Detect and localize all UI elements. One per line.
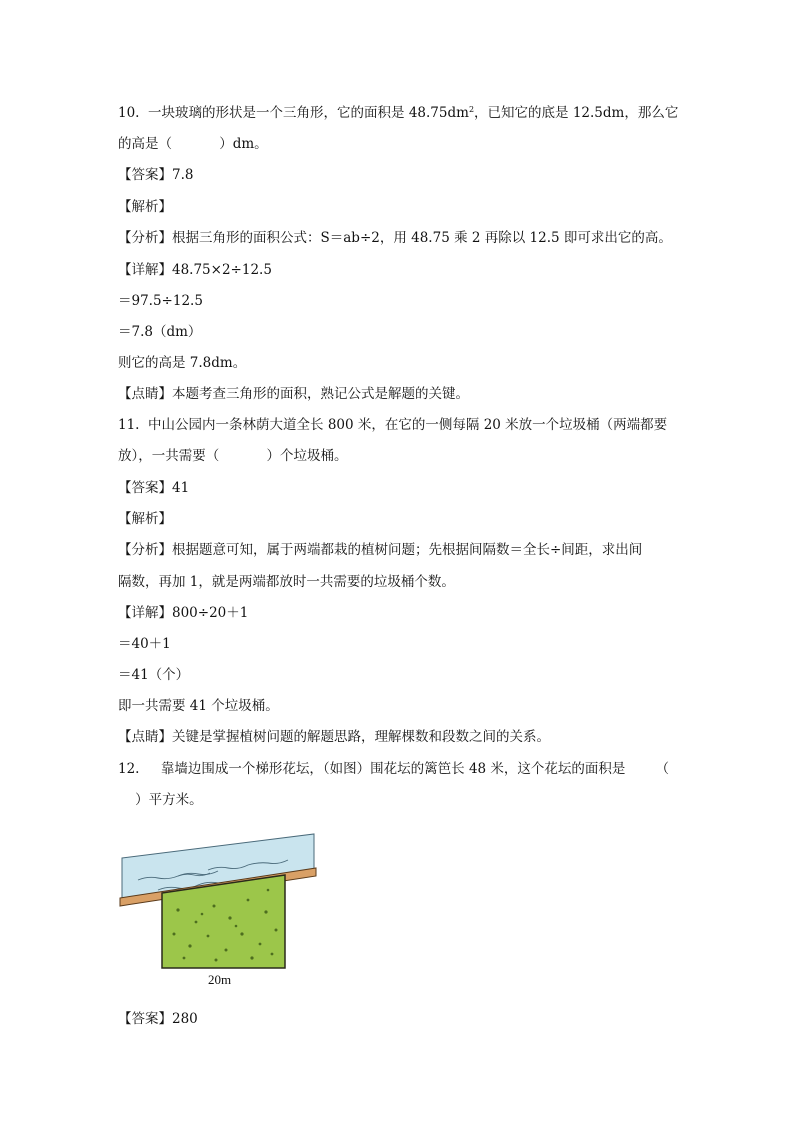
q11-line1: 11. 中山公园内一条林荫大道全长 800 米，在它的一侧每隔 20 米放一个垃圾桶（两端都要 xyxy=(118,417,668,433)
q11-detail-1: 【详解】800÷20＋1 xyxy=(118,605,249,621)
q10-answer: 【答案】7.8 xyxy=(118,167,194,183)
q10-line1-text-b: ，已知它的底是 12.5dm，那么它 xyxy=(474,105,679,121)
q10-line2: 的高是（ ）dm。 xyxy=(118,136,268,152)
q10-detail-1: 【详解】48.75×2÷12.5 xyxy=(118,262,272,278)
q10-comment: 【点睛】本题考查三角形的面积，熟记公式是解题的关键。 xyxy=(118,386,469,402)
q11-analysis-heading: 【解析】 xyxy=(118,511,172,527)
q10-line1 xyxy=(118,104,678,122)
q10-detail-3: ＝7.8（dm） xyxy=(118,324,202,340)
q10-analysis: 【分析】根据三角形的面积公式：S＝ab÷2，用 48.75 乘 2 再除以 12.5 即可求出它的高。 xyxy=(118,230,672,246)
q12-line1: 12. 靠墙边围成一个梯形花坛，（如图）围花坛的篱笆长 48 米，这个花坛的面积是 （ xyxy=(118,761,669,777)
q11-analysis-2: 隔数，再加 1，就是两端都放时一共需要的垃圾桶个数。 xyxy=(118,574,455,590)
q12-line2: ）平方米。 xyxy=(118,792,203,808)
q10-superscript: 2 xyxy=(468,105,475,114)
q11-detail-3: ＝41（个） xyxy=(118,667,190,683)
q11-analysis-1: 【分析】根据题意可知，属于两端都栽的植树问题；先根据间隔数＝全长÷间距，求出间 xyxy=(118,542,643,558)
q11-line2: 放），一共需要（ ）个垃圾桶。 xyxy=(118,448,348,464)
q11-comment: 【点睛】关键是掌握植树问题的解题思路，理解棵数和段数之间的关系。 xyxy=(118,729,550,745)
q11-detail-2: ＝40＋1 xyxy=(118,636,171,652)
q10-line1-text-a: 10. 一块玻璃的形状是一个三角形，它的面积是 48.75dm xyxy=(118,105,469,121)
q10-conclusion: 则它的高是 7.8dm。 xyxy=(118,355,247,371)
q10-analysis-heading: 【解析】 xyxy=(118,199,172,215)
q11-answer: 【答案】41 xyxy=(118,480,190,496)
q12-answer: 【答案】280 xyxy=(118,1011,198,1027)
flowerbed-figure xyxy=(118,830,318,990)
figure-label-20m: 20m xyxy=(208,972,232,987)
flowerbed-illustration xyxy=(118,830,318,990)
q10-detail-2: ＝97.5÷12.5 xyxy=(118,293,203,309)
q11-conclusion: 即一共需要 41 个垃圾桶。 xyxy=(118,698,279,714)
